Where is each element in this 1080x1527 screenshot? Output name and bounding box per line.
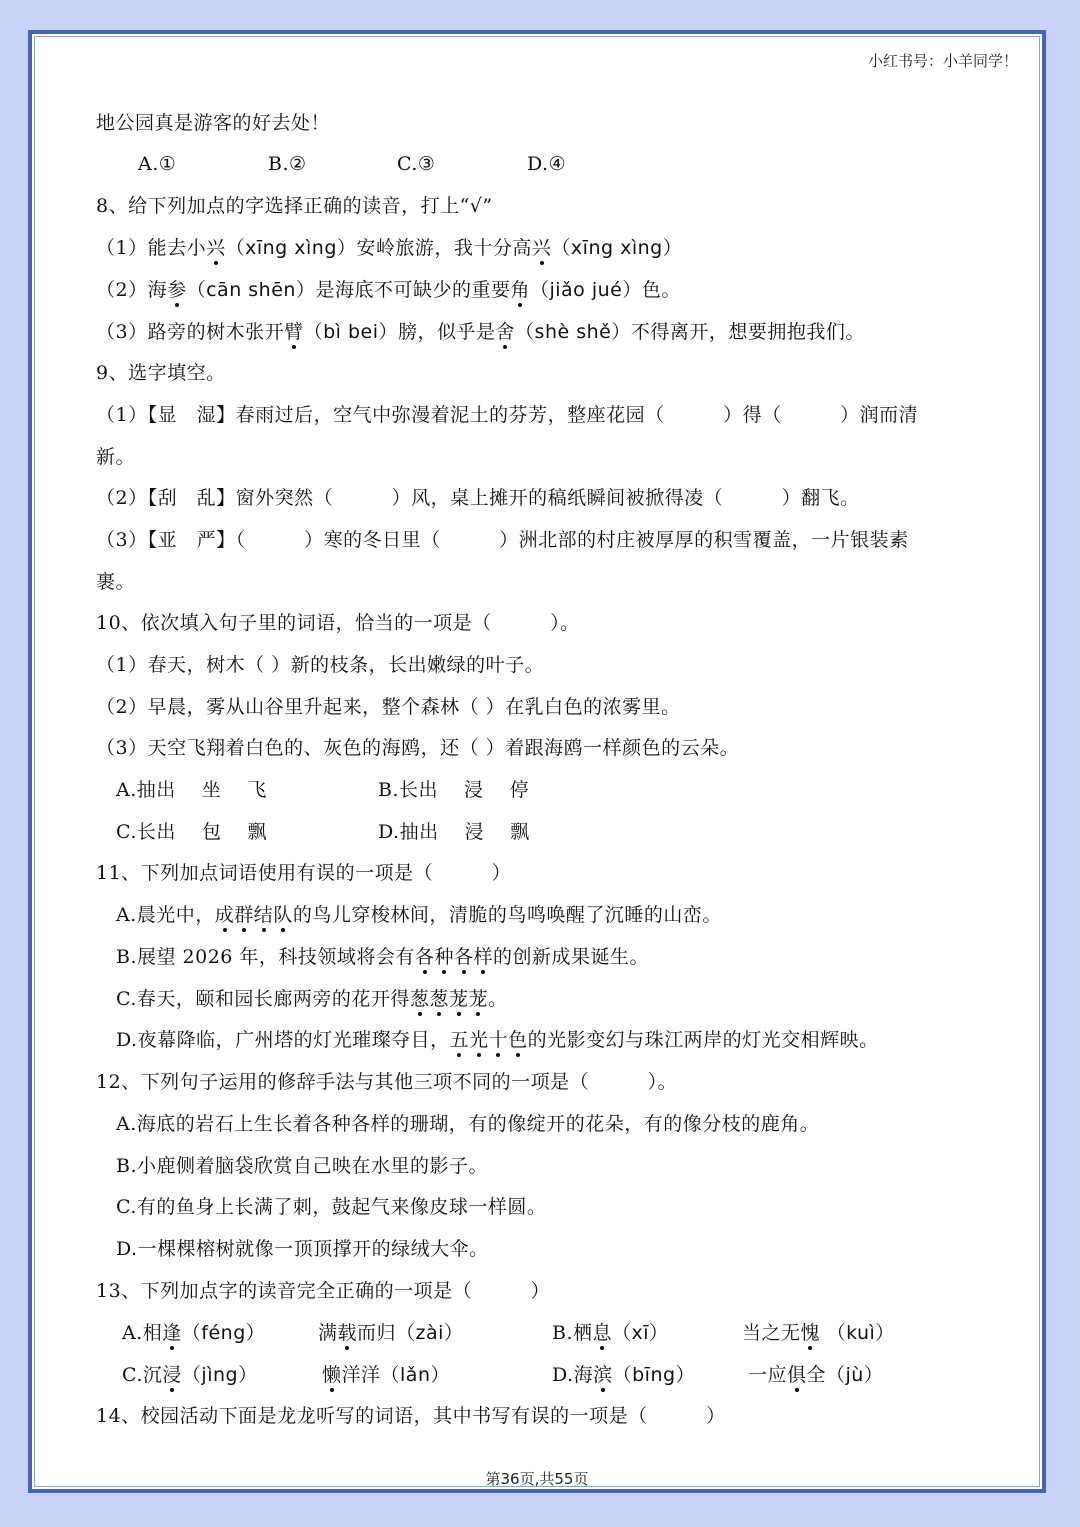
q9-item-1: （1）【显 湿】春雨过后，空气中弥漫着泥土的芬芳，整座花园（ ）得（ ）润而清 bbox=[96, 404, 919, 426]
dotted-char: 十 bbox=[488, 1029, 509, 1051]
text: D.夜幕降临，广州塔的灯光璀璨夺目， bbox=[116, 1029, 450, 1051]
text: 的鸟儿穿梭林间，清脆的鸟鸣唤醒了沉睡的山峦。 bbox=[292, 904, 722, 926]
dotted-char: 臂 bbox=[284, 321, 304, 343]
dotted-char: 葱 bbox=[429, 988, 449, 1010]
text: 一应 bbox=[748, 1364, 788, 1386]
text: （xī） bbox=[612, 1322, 669, 1344]
q7-option-d[interactable]: D.④ bbox=[527, 153, 567, 175]
q11-stem: 11、下列加点词语使用有误的一项是（ ） bbox=[96, 862, 512, 884]
text: （jiǎo jué）色。 bbox=[529, 279, 681, 301]
q10-item-2: （2）早晨，雾从山谷里升起来，整个森林（ ）在乳白色的浓雾里。 bbox=[96, 696, 681, 718]
dotted-char: 五 bbox=[449, 1029, 470, 1051]
q9-item-1-cont: 新。 bbox=[96, 446, 136, 468]
text: D.海 bbox=[552, 1364, 594, 1386]
q13-option-c-1[interactable] bbox=[122, 1362, 258, 1388]
q8-item-3 bbox=[96, 319, 865, 345]
text: A.晨光中， bbox=[116, 904, 215, 926]
q11-option-a[interactable] bbox=[116, 902, 722, 928]
dotted-word bbox=[415, 946, 493, 968]
dotted-char: 群 bbox=[234, 904, 254, 926]
q14-stem: 14、校园活动下面是龙龙听写的词语，其中书写有误的一项是（ ） bbox=[96, 1405, 726, 1427]
q12-stem: 12、下列句子运用的修辞手法与其他三项不同的一项是（ ）。 bbox=[96, 1071, 678, 1093]
q10-option-b[interactable]: B.长出 浸 停 bbox=[378, 779, 530, 801]
text: 全（jù） bbox=[806, 1364, 884, 1386]
text: 满 bbox=[318, 1322, 338, 1344]
text: B.展望 2026 年，科技领域将会有 bbox=[116, 946, 415, 968]
text: 当之无 bbox=[742, 1322, 801, 1344]
dotted-char: 茏 bbox=[448, 988, 469, 1010]
dotted-char: 茏 bbox=[468, 988, 488, 1010]
q13-option-b-1[interactable] bbox=[552, 1320, 669, 1346]
q13-option-d-1[interactable] bbox=[552, 1362, 695, 1388]
q8-item-2 bbox=[96, 277, 681, 303]
dotted-char: 光 bbox=[469, 1029, 489, 1051]
text: 。 bbox=[487, 988, 508, 1010]
dotted-char: 参 bbox=[167, 279, 187, 301]
dotted-char: 懒 bbox=[322, 1364, 342, 1386]
q11-option-b[interactable] bbox=[116, 944, 649, 970]
dotted-char: 滨 bbox=[593, 1364, 613, 1386]
dotted-char: 队 bbox=[273, 904, 293, 926]
dotted-char: 愧 bbox=[800, 1322, 821, 1344]
q7-option-c[interactable]: C.③ bbox=[397, 153, 436, 175]
page-footer: 第36页,共55页 bbox=[485, 1470, 589, 1488]
q10-item-1: （1）春天，树木（ ）新的枝条，长出嫩绿的叶子。 bbox=[96, 654, 545, 676]
page-content bbox=[32, 34, 1042, 1489]
q7-option-b[interactable]: B.② bbox=[268, 153, 307, 175]
dotted-char: 色 bbox=[508, 1029, 528, 1051]
text: （xīng xìng）安岭旅游，我十分高 bbox=[225, 237, 532, 259]
dotted-word bbox=[410, 988, 488, 1010]
dotted-char: 各 bbox=[414, 946, 435, 968]
q13-option-b-2[interactable] bbox=[742, 1320, 895, 1346]
dotted-char: 兴 bbox=[531, 237, 552, 259]
q7-option-a[interactable]: A.① bbox=[138, 153, 177, 175]
text: 洋洋（lǎn） bbox=[341, 1364, 450, 1386]
q12-option-a[interactable]: A.海底的岩石上生长着各种各样的珊瑚，有的像绽开的花朵，有的像分枝的鹿角。 bbox=[116, 1113, 820, 1135]
text: （bì bei）膀，似乎是 bbox=[303, 321, 496, 343]
text: （cān shēn）是海底不可缺少的重要 bbox=[186, 279, 511, 301]
text: （kuì） bbox=[820, 1322, 895, 1344]
text: B.栖 bbox=[552, 1322, 593, 1344]
dotted-char: 样 bbox=[473, 946, 493, 968]
q12-option-b[interactable]: B.小鹿侧着脑袋欣赏自己映在水里的影子。 bbox=[116, 1155, 489, 1177]
q13-option-a-2[interactable] bbox=[318, 1320, 463, 1346]
q8-item-1 bbox=[96, 235, 682, 261]
dotted-word bbox=[215, 904, 293, 926]
dotted-char: 息 bbox=[592, 1322, 613, 1344]
text: （1）能去小 bbox=[96, 237, 207, 259]
text: （shè shě）不得离开，想要拥抱我们。 bbox=[515, 321, 865, 343]
dotted-char: 结 bbox=[253, 904, 274, 926]
q10-item-3: （3）天空飞翔着白色的、灰色的海鸥，还（ ）着跟海鸥一样颜色的云朵。 bbox=[96, 737, 740, 759]
text: （xīng xìng） bbox=[551, 237, 683, 259]
text: A.相 bbox=[122, 1322, 163, 1344]
q11-option-d[interactable] bbox=[116, 1027, 879, 1053]
q13-stem: 13、下列加点字的读音完全正确的一项是（ ） bbox=[96, 1280, 551, 1302]
dotted-char: 俱 bbox=[787, 1364, 807, 1386]
q11-option-c[interactable] bbox=[116, 986, 507, 1012]
q10-option-d[interactable]: D.抽出 浸 飘 bbox=[378, 821, 530, 843]
dotted-char: 载 bbox=[337, 1322, 358, 1344]
text: （2）海 bbox=[96, 279, 168, 301]
q13-option-a-1[interactable] bbox=[122, 1320, 265, 1346]
dotted-char: 舍 bbox=[495, 321, 516, 343]
text: 的光影变幻与珠江两岸的灯光交相辉映。 bbox=[527, 1029, 879, 1051]
text: C.沉 bbox=[122, 1364, 163, 1386]
text: 而归（zài） bbox=[357, 1322, 464, 1344]
q12-option-d[interactable]: D.一棵棵榕树就像一顶顶撑开的绿绒大伞。 bbox=[116, 1238, 489, 1260]
text: （bīng） bbox=[612, 1364, 696, 1386]
text: （3）路旁的树木张开 bbox=[96, 321, 285, 343]
dotted-char: 种 bbox=[434, 946, 454, 968]
q7-tail: 地公园真是游客的好去处！ bbox=[96, 112, 331, 134]
q8-stem: 8、给下列加点的字选择正确的读音，打上“√” bbox=[96, 195, 493, 217]
q13-option-c-2[interactable] bbox=[322, 1362, 450, 1388]
page-frame bbox=[28, 30, 1046, 1493]
dotted-char: 葱 bbox=[409, 988, 430, 1010]
q12-option-c[interactable]: C.有的鱼身上长满了刺，鼓起气来像皮球一样圆。 bbox=[116, 1196, 547, 1218]
dotted-char: 成 bbox=[214, 904, 235, 926]
q9-stem: 9、选字填空。 bbox=[96, 362, 226, 384]
q13-option-d-2[interactable] bbox=[748, 1362, 883, 1388]
watermark: 小红书号：小羊同学！ bbox=[867, 52, 1018, 70]
dotted-char: 角 bbox=[510, 279, 530, 301]
q9-item-3-cont: 裹。 bbox=[96, 571, 136, 593]
q9-item-3: （3）【亚 严】（ ）寒的冬日里（ ）洲北部的村庄被厚厚的积雪覆盖，一片银装素 bbox=[96, 529, 909, 551]
q10-option-a[interactable]: A.抽出 坐 飞 bbox=[116, 779, 267, 801]
q10-stem: 10、依次填入句子里的词语，恰当的一项是（ ）。 bbox=[96, 612, 580, 634]
text: 的创新成果诞生。 bbox=[493, 946, 650, 968]
q9-item-2: （2）【刮 乱】窗外突然（ ）风，桌上摊开的稿纸瞬间被掀得凌（ ）翻飞。 bbox=[96, 487, 860, 509]
q10-option-c[interactable]: C.长出 包 飘 bbox=[116, 821, 267, 843]
dotted-char: 兴 bbox=[206, 237, 226, 259]
text: （jìng） bbox=[181, 1364, 258, 1386]
dotted-char: 各 bbox=[453, 946, 474, 968]
dotted-word bbox=[450, 1029, 528, 1051]
text: （féng） bbox=[181, 1322, 266, 1344]
dotted-char: 浸 bbox=[162, 1364, 182, 1386]
dotted-char: 逢 bbox=[162, 1322, 182, 1344]
text: C.春天，颐和园长廊两旁的花开得 bbox=[116, 988, 410, 1010]
